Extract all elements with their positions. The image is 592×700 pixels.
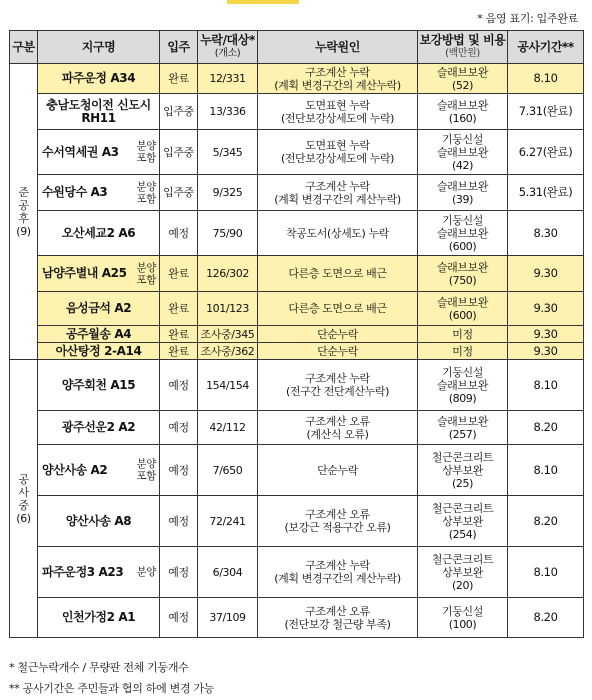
district-name: 양산사송 A2	[38, 445, 134, 496]
cause-line: (전구간 전단계산누락)	[286, 385, 389, 398]
occupancy-status: 입주중	[160, 94, 198, 130]
cause-line: 구조계산 누락	[305, 179, 370, 193]
occupancy-status: 입주중	[160, 130, 198, 175]
reinforcement-method	[418, 445, 508, 496]
construction-period: 8.20	[508, 411, 584, 445]
reinforcement-method	[418, 496, 508, 547]
top-accent-bar	[227, 0, 299, 4]
reinforcement-method	[418, 256, 508, 292]
method-line: 슬래브보완	[436, 295, 489, 309]
district-name: 오산세교2 A6	[38, 211, 160, 256]
method-line: (100)	[448, 617, 477, 631]
district-name: 음성금석 A2	[38, 292, 160, 326]
method-line: 미정	[452, 344, 473, 358]
omission-cause	[258, 175, 418, 211]
construction-period: 9.30	[508, 326, 584, 343]
occupancy-status: 완료	[160, 343, 198, 360]
cause-line: (계획 변경구간의 계산누락)	[274, 192, 401, 206]
construction-period: 8.30	[508, 211, 584, 256]
reinforcement-method	[418, 130, 508, 175]
district-name: 파주운정3 A23	[38, 547, 134, 598]
method-line: (254)	[448, 527, 477, 541]
table-row	[10, 94, 584, 130]
shading-legend: * 음영 표기: 입주완료	[477, 12, 578, 25]
missing-count: 6/304	[198, 547, 258, 598]
missing-count: 조사중/362	[198, 343, 258, 360]
table-row	[10, 175, 584, 211]
sale-tag: 분양 포함	[134, 130, 160, 175]
group-label-char: 공	[18, 198, 29, 212]
method-line: (809)	[448, 391, 477, 405]
table-row	[10, 547, 584, 598]
method-line: (20)	[452, 578, 473, 592]
method-line: 상부보완	[442, 565, 483, 579]
district-name: 공주월송 A4	[38, 326, 160, 343]
construction-period: 9.30	[508, 256, 584, 292]
group-label-char: 공	[18, 472, 29, 486]
footnote-1: * 철근누락개수 / 무량판 전체 기둥개수	[9, 661, 189, 674]
omission-cause	[258, 496, 418, 547]
table-row	[10, 360, 584, 411]
header-occupancy: 입주	[160, 31, 198, 64]
group-label-char: 준	[18, 185, 29, 199]
missing-count: 13/336	[198, 94, 258, 130]
district-name: 파주운정 A34	[38, 64, 160, 94]
occupancy-status: 예정	[160, 411, 198, 445]
method-line: 미정	[452, 327, 473, 341]
missing-count: 101/123	[198, 292, 258, 326]
occupancy-status: 입주중	[160, 175, 198, 211]
footnote-2: ** 공사기간은 주민들과 협의 하에 변경 가능	[9, 682, 215, 695]
construction-period: 6.27(완료)	[508, 130, 584, 175]
omission-cause	[258, 64, 418, 94]
method-line: (750)	[448, 273, 477, 287]
method-line: 상부보완	[442, 463, 483, 477]
group-under-construction	[10, 360, 38, 638]
construction-period: 5.31(완료)	[508, 175, 584, 211]
reinforcement-method	[418, 211, 508, 256]
method-line: 슬래브보완	[436, 414, 489, 428]
method-line: 슬래브보완	[436, 98, 489, 112]
cause-line: (전단보강상세도에 누락)	[280, 111, 395, 125]
method-line: (25)	[452, 476, 473, 490]
cause-line: 단순누락	[317, 344, 358, 358]
omission-cause	[258, 130, 418, 175]
occupancy-status: 예정	[160, 360, 198, 411]
table-row	[10, 411, 584, 445]
cause-line: 단순누락	[317, 327, 358, 341]
omission-cause	[258, 547, 418, 598]
construction-period: 8.10	[508, 445, 584, 496]
reinforcement-method	[418, 326, 508, 343]
group-label-char: 사	[18, 485, 29, 499]
district-name: 충남도청이전 신도시 RH11	[38, 94, 160, 130]
reinforcement-method	[418, 411, 508, 445]
reinforcement-method	[418, 292, 508, 326]
cause-line: (보강근 적용구간 오류)	[284, 521, 391, 534]
omission-cause	[258, 292, 418, 326]
district-name: 남양주별내 A25	[38, 256, 134, 292]
table-row	[10, 64, 584, 94]
omission-cause	[258, 598, 418, 638]
occupancy-status: 완료	[160, 292, 198, 326]
occupancy-status: 예정	[160, 496, 198, 547]
reinforcement-method	[418, 360, 508, 411]
cause-line: 다른층 도면으로 배근	[288, 267, 387, 280]
cause-line: 착공도서(상세도) 누락	[286, 226, 389, 240]
missing-count: 75/90	[198, 211, 258, 256]
method-line: 슬래브보완	[436, 65, 489, 79]
construction-period: 9.30	[508, 343, 584, 360]
occupancy-status: 예정	[160, 211, 198, 256]
cause-line: 구조계산 누락	[305, 372, 370, 385]
cause-line: 도면표현 누락	[305, 139, 370, 152]
table-header-row	[10, 31, 584, 64]
cause-line: (계산식 오류)	[306, 427, 369, 441]
method-line: 상부보완	[442, 514, 483, 528]
occupancy-status: 완료	[160, 256, 198, 292]
header-group: 구분	[10, 31, 38, 64]
cause-line: 구조계산 누락	[305, 65, 370, 79]
table-row	[10, 445, 584, 496]
missing-count: 72/241	[198, 496, 258, 547]
header-period: 공사기간**	[508, 31, 584, 64]
cause-line: 단순누락	[317, 463, 358, 477]
method-line: 슬래브보완	[436, 179, 489, 193]
sale-tag: 분양	[134, 547, 160, 598]
table-row	[10, 343, 584, 360]
group-completed	[10, 64, 38, 360]
omission-cause	[258, 326, 418, 343]
construction-period: 8.10	[508, 64, 584, 94]
district-name: 아산탕정 2-A14	[38, 343, 160, 360]
omission-cause	[258, 256, 418, 292]
reinforcement-method	[418, 598, 508, 638]
cause-line: 구조계산 오류	[305, 414, 370, 428]
omission-cause	[258, 411, 418, 445]
occupancy-status: 예정	[160, 598, 198, 638]
district-name: 수서역세권 A3	[38, 130, 134, 175]
construction-period: 8.20	[508, 496, 584, 547]
omission-cause	[258, 360, 418, 411]
cause-line: 구조계산 누락	[305, 559, 370, 572]
cause-line: 구조계산 오류	[305, 508, 370, 521]
group-label-char: 중	[18, 498, 29, 512]
omission-cause	[258, 94, 418, 130]
sale-tag: 분양 포함	[134, 445, 160, 496]
cause-line: 다른층 도면으로 배근	[288, 302, 387, 315]
method-line: 슬래브보완	[436, 260, 489, 274]
method-line: (600)	[448, 308, 477, 322]
method-line: 기둥신설	[442, 132, 483, 146]
header-name: 지구명	[38, 31, 160, 64]
method-line: 기둥신설	[442, 213, 483, 227]
omission-cause	[258, 211, 418, 256]
construction-period: 9.30	[508, 292, 584, 326]
method-line: (42)	[452, 158, 473, 172]
apartment-table	[9, 30, 584, 638]
method-line: (160)	[448, 111, 477, 125]
cause-line: (계획 변경구간의 계산누락)	[274, 572, 401, 585]
method-line: 기둥신설	[442, 604, 483, 618]
header-count: 누락/대상* (개소)	[198, 31, 258, 64]
missing-count: 7/650	[198, 445, 258, 496]
header-reason: 누락원인	[258, 31, 418, 64]
construction-period: 7.31(완료)	[508, 94, 584, 130]
group-label-char: (6)	[16, 511, 31, 525]
method-line: (39)	[452, 192, 473, 206]
missing-count: 154/154	[198, 360, 258, 411]
sale-tag: 분양 포함	[134, 256, 160, 292]
reinforcement-method	[418, 64, 508, 94]
cause-line: (계획 변경구간의 계산누락)	[274, 78, 401, 92]
construction-period: 8.10	[508, 360, 584, 411]
occupancy-status: 완료	[160, 326, 198, 343]
method-line: 철근콘크리트	[431, 450, 494, 464]
method-line: 철근콘크리트	[431, 501, 494, 515]
construction-period: 8.20	[508, 598, 584, 638]
table-row	[10, 211, 584, 256]
reinforcement-method	[418, 175, 508, 211]
reinforcement-method	[418, 547, 508, 598]
method-line: 슬래브보완	[436, 226, 489, 240]
method-line: (257)	[448, 427, 477, 441]
omission-cause	[258, 343, 418, 360]
method-line: 슬래브보완	[436, 145, 489, 159]
method-line: (52)	[452, 78, 473, 92]
construction-period: 8.10	[508, 547, 584, 598]
sale-tag: 분양 포함	[134, 175, 160, 211]
district-name: 광주선운2 A2	[38, 411, 160, 445]
table-row	[10, 598, 584, 638]
missing-count: 37/109	[198, 598, 258, 638]
table-row	[10, 496, 584, 547]
cause-line: 구조계산 오류	[305, 604, 370, 618]
omission-cause	[258, 445, 418, 496]
missing-count: 42/112	[198, 411, 258, 445]
missing-count: 9/325	[198, 175, 258, 211]
missing-count: 126/302	[198, 256, 258, 292]
cause-line: 도면표현 누락	[305, 98, 370, 112]
table-row	[10, 256, 584, 292]
reinforcement-method	[418, 94, 508, 130]
method-line: 슬래브보완	[436, 378, 489, 392]
occupancy-status: 예정	[160, 547, 198, 598]
method-line: 철근콘크리트	[431, 552, 494, 566]
district-name: 양주회천 A15	[38, 360, 160, 411]
group-label-char: 후	[18, 211, 29, 225]
missing-count: 12/331	[198, 64, 258, 94]
header-cost: 보강방법 및 비용 (백만원)	[418, 31, 508, 64]
table-row	[10, 326, 584, 343]
occupancy-status: 완료	[160, 64, 198, 94]
method-line: 기둥신설	[442, 365, 483, 379]
cause-line: (전단보강상세도에 누락)	[280, 152, 395, 165]
missing-count: 조사중/345	[198, 326, 258, 343]
group-label-char: (9)	[16, 224, 31, 238]
reinforcement-method	[418, 343, 508, 360]
district-name: 양산사송 A8	[38, 496, 160, 547]
occupancy-status: 예정	[160, 445, 198, 496]
table-row	[10, 292, 584, 326]
missing-count: 5/345	[198, 130, 258, 175]
cause-line: (전단보강 철근량 부족)	[284, 617, 391, 631]
table-row	[10, 130, 584, 175]
district-name: 인천가정2 A1	[38, 598, 160, 638]
district-name: 수원당수 A3	[38, 175, 134, 211]
method-line: (600)	[448, 239, 477, 253]
